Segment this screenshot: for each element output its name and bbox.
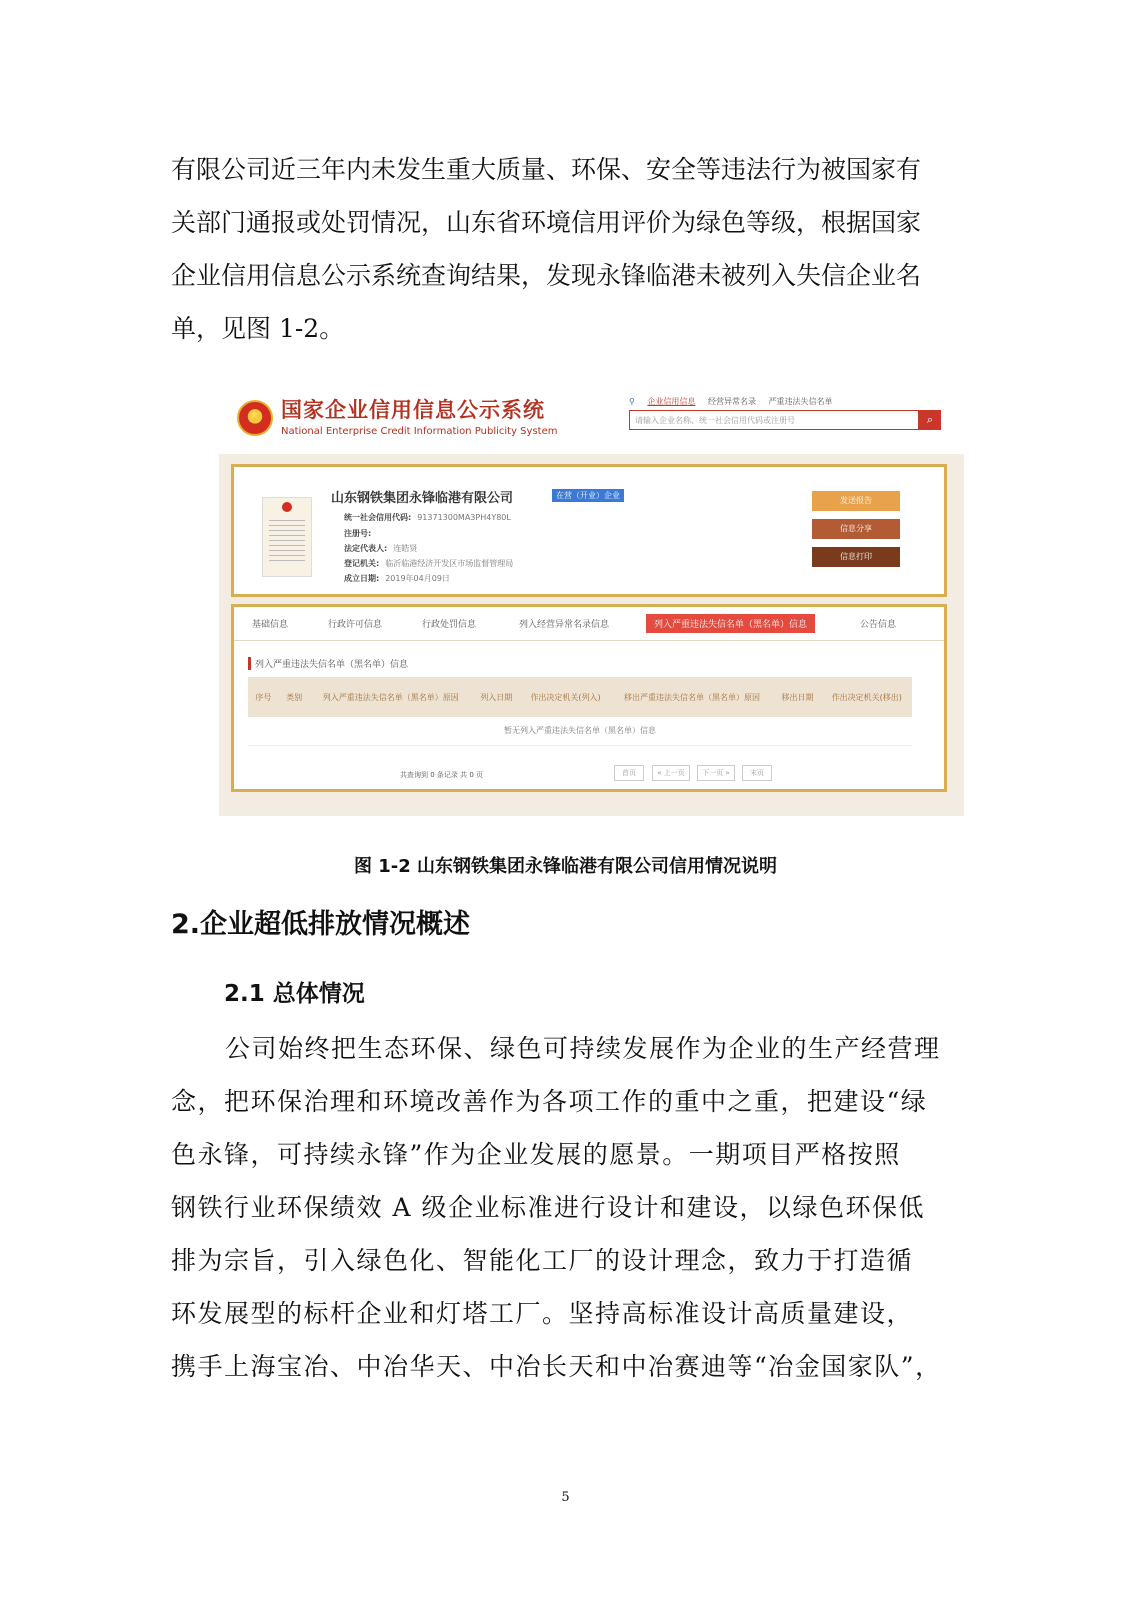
empty-message: 暂无列入严重违法失信名单（黑名单）信息 [248, 717, 912, 745]
tab-blacklist-info[interactable]: 列入严重违法失信名单（黑名单）信息 [646, 614, 815, 633]
text-line: 排为宗旨，引入绿色化、智能化工厂的设计理念，致力于打造循 [171, 1246, 914, 1275]
text-line: 环发展型的标杆企业和灯塔工厂。坚持高标准设计高质量建设， [171, 1299, 914, 1328]
subsection-heading: 2.1 总体情况 [224, 981, 365, 1007]
pager-summary: 共查询到 0 条记录 共 0 页 [400, 771, 484, 779]
column-header: 列入日期 [472, 677, 520, 717]
text-line: 企业信用信息公示系统查询结果，发现永锋临港未被列入失信企业名 [171, 261, 922, 290]
status-badge: 在营（开业）企业 [552, 489, 624, 502]
credit-system-screenshot [219, 388, 964, 816]
site-title: 国家企业信用信息公示系统 [281, 398, 545, 422]
column-header: 移出日期 [773, 677, 821, 717]
company-card [231, 464, 947, 597]
table-row [248, 717, 912, 745]
tab-license-info[interactable]: 行政许可信息 [328, 620, 383, 630]
print-button[interactable]: 信息打印 [812, 547, 900, 567]
text-line: 有限公司近三年内未发生重大质量、环保、安全等违法行为被国家有 [171, 155, 922, 184]
text-line: 单，见图 1-2。 [171, 314, 345, 343]
prev-page-button[interactable]: « 上一页 [652, 765, 690, 781]
column-header: 类别 [279, 677, 310, 717]
site-subtitle: National Enterprise Credit Information Publicity System [281, 426, 558, 437]
link-abnormal-list[interactable]: 经营异常名录 [707, 397, 756, 406]
column-header: 移出严重违法失信名单（黑名单）原因 [611, 677, 774, 717]
business-license-image [262, 497, 312, 577]
info-reg-authority: 登记机关: 临沂临港经济开发区市场监督管理局 [344, 559, 514, 568]
info-est-date: 成立日期: 2019年04月09日 [344, 574, 450, 583]
info-panel [231, 604, 947, 792]
column-header: 作出决定机关(移出) [822, 677, 912, 717]
first-page-button[interactable]: 首页 [614, 765, 644, 781]
search-icon: ⌕ [926, 413, 934, 426]
table-header-row [248, 677, 912, 717]
info-credit-code: 统一社会信用代码: 91371300MA3PH4Y80L [344, 513, 511, 522]
search-button[interactable] [919, 410, 941, 430]
page-number: 5 [561, 1490, 570, 1505]
body-paragraph [171, 1022, 961, 1393]
link-blacklist[interactable]: 严重违法失信名单 [768, 397, 833, 406]
section-title: 列入严重违法失信名单（黑名单）信息 [248, 657, 408, 670]
text-line: 携手上海宝冶、中冶华天、中冶长天和中冶赛迪等“冶金国家队”， [171, 1352, 942, 1381]
text-line: 关部门通报或处罚情况，山东省环境信用评价为绿色等级，根据国家 [171, 208, 922, 237]
column-header: 作出决定机关(列入) [520, 677, 610, 717]
tab-abnormal-info[interactable]: 列入经营异常名录信息 [519, 620, 610, 630]
text-line: 钢铁行业环保绩效 A 级企业标准进行设计和建设，以绿色环保低 [171, 1193, 925, 1222]
tab-basic-info[interactable]: 基础信息 [252, 620, 289, 630]
text-line: 色永锋，可持续永锋”作为企业发展的愿景。一期项目严格按照 [171, 1140, 901, 1169]
column-header: 序号 [248, 677, 279, 717]
tab-bar [234, 607, 944, 641]
send-report-button[interactable]: 发送报告 [812, 491, 900, 511]
blacklist-table [248, 677, 912, 746]
site-header [219, 388, 964, 458]
info-reg-number: 注册号: [344, 529, 372, 538]
text-line: 念，把环保治理和环境改善作为各项工作的重中之重，把建设“绿 [171, 1087, 928, 1116]
text-line: 公司始终把生态环保、绿色可持续发展作为企业的生产经营理 [225, 1034, 941, 1063]
last-page-button[interactable]: 末页 [742, 765, 772, 781]
tab-penalty-info[interactable]: 行政处罚信息 [422, 620, 477, 630]
tab-announcement[interactable]: 公告信息 [860, 620, 897, 630]
next-page-button[interactable]: 下一页 » [697, 765, 735, 781]
national-emblem-icon [237, 400, 273, 436]
search-icon: ⚲ [629, 397, 635, 406]
info-legal-rep: 法定代表人: 连皓贤 [344, 544, 418, 553]
share-button[interactable]: 信息分享 [812, 519, 900, 539]
company-name: 山东钢铁集团永锋临港有限公司 [331, 491, 514, 506]
figure-caption: 图 1-2 山东钢铁集团永锋临港有限公司信用情况说明 [353, 856, 778, 877]
link-enterprise-credit[interactable]: 企业信用信息 [647, 397, 696, 406]
section-heading: 2.企业超低排放情况概述 [171, 909, 471, 940]
top-links [629, 396, 843, 407]
search-input[interactable]: 请输入企业名称、统一社会信用代码或注册号 [629, 410, 919, 430]
column-header: 列入严重违法失信名单（黑名单）原因 [310, 677, 473, 717]
intro-paragraph [171, 143, 961, 355]
